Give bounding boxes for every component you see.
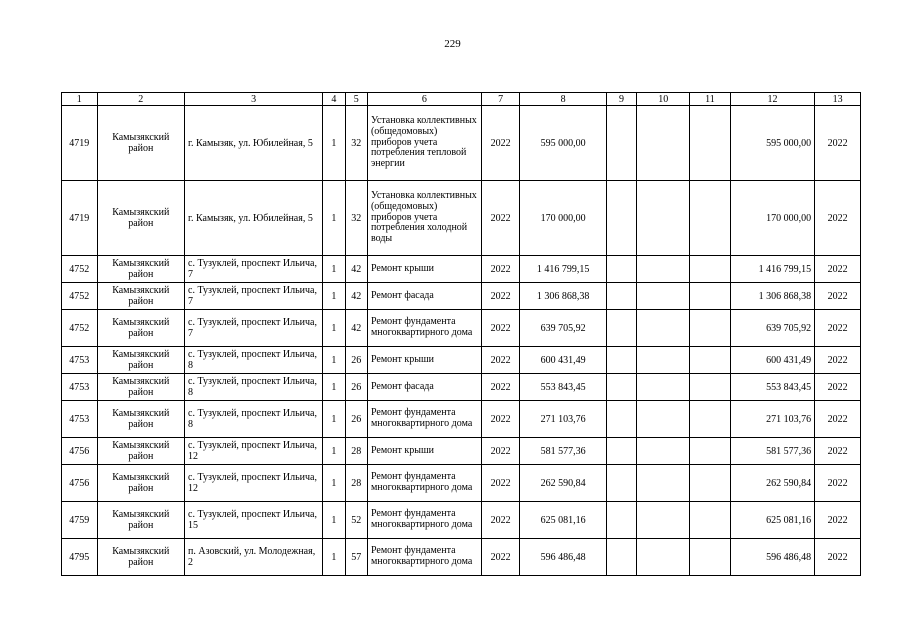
completion-year-cell: 2022 (815, 401, 861, 438)
year-cell: 2022 (481, 465, 520, 502)
col10-cell (637, 256, 690, 283)
col10-cell (637, 310, 690, 347)
col4-cell: 1 (323, 374, 345, 401)
total-cost-cell: 639 705,92 (520, 310, 606, 347)
col5-cell: 32 (345, 181, 367, 256)
col9-cell (606, 374, 636, 401)
total-cost-cell: 596 486,48 (520, 539, 606, 576)
address-cell: с. Тузуклей, проспект Ильича, 15 (185, 502, 323, 539)
col11-cell (690, 465, 731, 502)
col11-cell (690, 347, 731, 374)
house-id-cell: 4753 (62, 347, 98, 374)
district-cell: Камызякский район (97, 181, 184, 256)
year-cell: 2022 (481, 401, 520, 438)
col9-cell (606, 256, 636, 283)
work-type-cell: Ремонт фундамента многоквартирного дома (367, 502, 481, 539)
house-id-cell: 4759 (62, 502, 98, 539)
house-id-cell: 4795 (62, 539, 98, 576)
district-cell: Камызякский район (97, 401, 184, 438)
house-id-cell: 4753 (62, 401, 98, 438)
col11-cell (690, 539, 731, 576)
table-row (62, 374, 861, 401)
address-cell: с. Тузуклей, проспект Ильича, 12 (185, 438, 323, 465)
col11-cell (690, 106, 731, 181)
table-row (62, 502, 861, 539)
col9-cell (606, 438, 636, 465)
col5-cell: 52 (345, 502, 367, 539)
col4-cell: 1 (323, 465, 345, 502)
col11-cell (690, 401, 731, 438)
table-row (62, 283, 861, 310)
address-cell: с. Тузуклей, проспект Ильича, 8 (185, 374, 323, 401)
district-cell: Камызякский район (97, 106, 184, 181)
col9-cell (606, 283, 636, 310)
work-type-cell: Ремонт крыши (367, 438, 481, 465)
cost-cell: 1 416 799,15 (730, 256, 814, 283)
col9-cell (606, 347, 636, 374)
work-type-cell: Ремонт фундамента многоквартирного дома (367, 310, 481, 347)
table-row (62, 401, 861, 438)
col10-cell (637, 374, 690, 401)
year-cell: 2022 (481, 283, 520, 310)
work-type-cell: Ремонт фасада (367, 374, 481, 401)
district-cell: Камызякский район (97, 539, 184, 576)
cost-cell: 639 705,92 (730, 310, 814, 347)
col5-cell: 32 (345, 106, 367, 181)
col4-cell: 1 (323, 347, 345, 374)
work-type-cell: Установка коллективных (общедомовых) приборов учета потребления холодной воды (367, 181, 481, 256)
col10-cell (637, 401, 690, 438)
cost-cell: 600 431,49 (730, 347, 814, 374)
cost-cell: 596 486,48 (730, 539, 814, 576)
total-cost-cell: 271 103,76 (520, 401, 606, 438)
repair-schedule-table (61, 92, 861, 576)
district-cell: Камызякский район (97, 465, 184, 502)
address-cell: с. Тузуклей, проспект Ильича, 7 (185, 256, 323, 283)
column-header: 12 (730, 93, 814, 106)
total-cost-cell: 1 306 868,38 (520, 283, 606, 310)
year-cell: 2022 (481, 256, 520, 283)
total-cost-cell: 553 843,45 (520, 374, 606, 401)
col4-cell: 1 (323, 502, 345, 539)
col11-cell (690, 181, 731, 256)
column-header: 13 (815, 93, 861, 106)
year-cell: 2022 (481, 374, 520, 401)
col4-cell: 1 (323, 283, 345, 310)
column-header: 6 (367, 93, 481, 106)
col9-cell (606, 539, 636, 576)
district-cell: Камызякский район (97, 310, 184, 347)
completion-year-cell: 2022 (815, 181, 861, 256)
col10-cell (637, 106, 690, 181)
completion-year-cell: 2022 (815, 502, 861, 539)
house-id-cell: 4719 (62, 106, 98, 181)
address-cell: г. Камызяк, ул. Юбилейная, 5 (185, 106, 323, 181)
col4-cell: 1 (323, 401, 345, 438)
address-cell: п. Азовский, ул. Молодежная, 2 (185, 539, 323, 576)
district-cell: Камызякский район (97, 347, 184, 374)
total-cost-cell: 595 000,00 (520, 106, 606, 181)
completion-year-cell: 2022 (815, 106, 861, 181)
col10-cell (637, 181, 690, 256)
cost-cell: 553 843,45 (730, 374, 814, 401)
column-header: 8 (520, 93, 606, 106)
column-header: 7 (481, 93, 520, 106)
completion-year-cell: 2022 (815, 283, 861, 310)
year-cell: 2022 (481, 310, 520, 347)
district-cell: Камызякский район (97, 256, 184, 283)
district-cell: Камызякский район (97, 283, 184, 310)
col5-cell: 28 (345, 465, 367, 502)
col5-cell: 26 (345, 374, 367, 401)
col4-cell: 1 (323, 438, 345, 465)
address-cell: г. Камызяк, ул. Юбилейная, 5 (185, 181, 323, 256)
column-header: 3 (185, 93, 323, 106)
col10-cell (637, 465, 690, 502)
house-id-cell: 4752 (62, 256, 98, 283)
table-row (62, 310, 861, 347)
cost-cell: 581 577,36 (730, 438, 814, 465)
work-type-cell: Ремонт фундамента многоквартирного дома (367, 401, 481, 438)
col5-cell: 28 (345, 438, 367, 465)
cost-cell: 271 103,76 (730, 401, 814, 438)
column-header: 10 (637, 93, 690, 106)
col5-cell: 42 (345, 310, 367, 347)
address-cell: с. Тузуклей, проспект Ильича, 7 (185, 310, 323, 347)
col11-cell (690, 374, 731, 401)
house-id-cell: 4752 (62, 310, 98, 347)
col11-cell (690, 283, 731, 310)
district-cell: Камызякский район (97, 374, 184, 401)
year-cell: 2022 (481, 539, 520, 576)
total-cost-cell: 625 081,16 (520, 502, 606, 539)
total-cost-cell: 262 590,84 (520, 465, 606, 502)
table-row (62, 347, 861, 374)
col4-cell: 1 (323, 256, 345, 283)
work-type-cell: Ремонт фундамента многоквартирного дома (367, 539, 481, 576)
work-type-cell: Ремонт фундамента многоквартирного дома (367, 465, 481, 502)
column-number-row (62, 93, 861, 106)
col11-cell (690, 256, 731, 283)
address-cell: с. Тузуклей, проспект Ильича, 12 (185, 465, 323, 502)
completion-year-cell: 2022 (815, 310, 861, 347)
work-type-cell: Ремонт крыши (367, 347, 481, 374)
work-type-cell: Ремонт фасада (367, 283, 481, 310)
cost-cell: 595 000,00 (730, 106, 814, 181)
year-cell: 2022 (481, 502, 520, 539)
column-header: 1 (62, 93, 98, 106)
column-header: 5 (345, 93, 367, 106)
column-header: 9 (606, 93, 636, 106)
completion-year-cell: 2022 (815, 465, 861, 502)
col5-cell: 42 (345, 283, 367, 310)
table-row (62, 106, 861, 181)
column-header: 4 (323, 93, 345, 106)
total-cost-cell: 170 000,00 (520, 181, 606, 256)
cost-cell: 262 590,84 (730, 465, 814, 502)
page-number: 229 (444, 38, 461, 50)
total-cost-cell: 1 416 799,15 (520, 256, 606, 283)
address-cell: с. Тузуклей, проспект Ильича, 8 (185, 401, 323, 438)
house-id-cell: 4752 (62, 283, 98, 310)
col10-cell (637, 283, 690, 310)
col9-cell (606, 401, 636, 438)
total-cost-cell: 600 431,49 (520, 347, 606, 374)
col10-cell (637, 438, 690, 465)
col5-cell: 26 (345, 347, 367, 374)
col11-cell (690, 438, 731, 465)
total-cost-cell: 581 577,36 (520, 438, 606, 465)
completion-year-cell: 2022 (815, 374, 861, 401)
col5-cell: 26 (345, 401, 367, 438)
table-row (62, 438, 861, 465)
column-header: 11 (690, 93, 731, 106)
year-cell: 2022 (481, 347, 520, 374)
completion-year-cell: 2022 (815, 438, 861, 465)
house-id-cell: 4756 (62, 465, 98, 502)
col5-cell: 57 (345, 539, 367, 576)
col11-cell (690, 502, 731, 539)
house-id-cell: 4756 (62, 438, 98, 465)
col10-cell (637, 539, 690, 576)
district-cell: Камызякский район (97, 502, 184, 539)
completion-year-cell: 2022 (815, 347, 861, 374)
year-cell: 2022 (481, 106, 520, 181)
col4-cell: 1 (323, 310, 345, 347)
address-cell: с. Тузуклей, проспект Ильича, 7 (185, 283, 323, 310)
column-header: 2 (97, 93, 184, 106)
table-body (62, 106, 861, 576)
district-cell: Камызякский район (97, 438, 184, 465)
work-type-cell: Установка коллективных (общедомовых) приборов учета потребления тепловой энергии (367, 106, 481, 181)
col10-cell (637, 347, 690, 374)
table-row (62, 181, 861, 256)
completion-year-cell: 2022 (815, 256, 861, 283)
year-cell: 2022 (481, 438, 520, 465)
col9-cell (606, 181, 636, 256)
cost-cell: 1 306 868,38 (730, 283, 814, 310)
col9-cell (606, 502, 636, 539)
col9-cell (606, 465, 636, 502)
address-cell: с. Тузуклей, проспект Ильича, 8 (185, 347, 323, 374)
col4-cell: 1 (323, 181, 345, 256)
col10-cell (637, 502, 690, 539)
col9-cell (606, 106, 636, 181)
col11-cell (690, 310, 731, 347)
work-type-cell: Ремонт крыши (367, 256, 481, 283)
cost-cell: 170 000,00 (730, 181, 814, 256)
cost-cell: 625 081,16 (730, 502, 814, 539)
table-row (62, 256, 861, 283)
completion-year-cell: 2022 (815, 539, 861, 576)
table-row (62, 539, 861, 576)
table-row (62, 465, 861, 502)
col4-cell: 1 (323, 106, 345, 181)
col5-cell: 42 (345, 256, 367, 283)
col4-cell: 1 (323, 539, 345, 576)
year-cell: 2022 (481, 181, 520, 256)
col9-cell (606, 310, 636, 347)
house-id-cell: 4753 (62, 374, 98, 401)
house-id-cell: 4719 (62, 181, 98, 256)
